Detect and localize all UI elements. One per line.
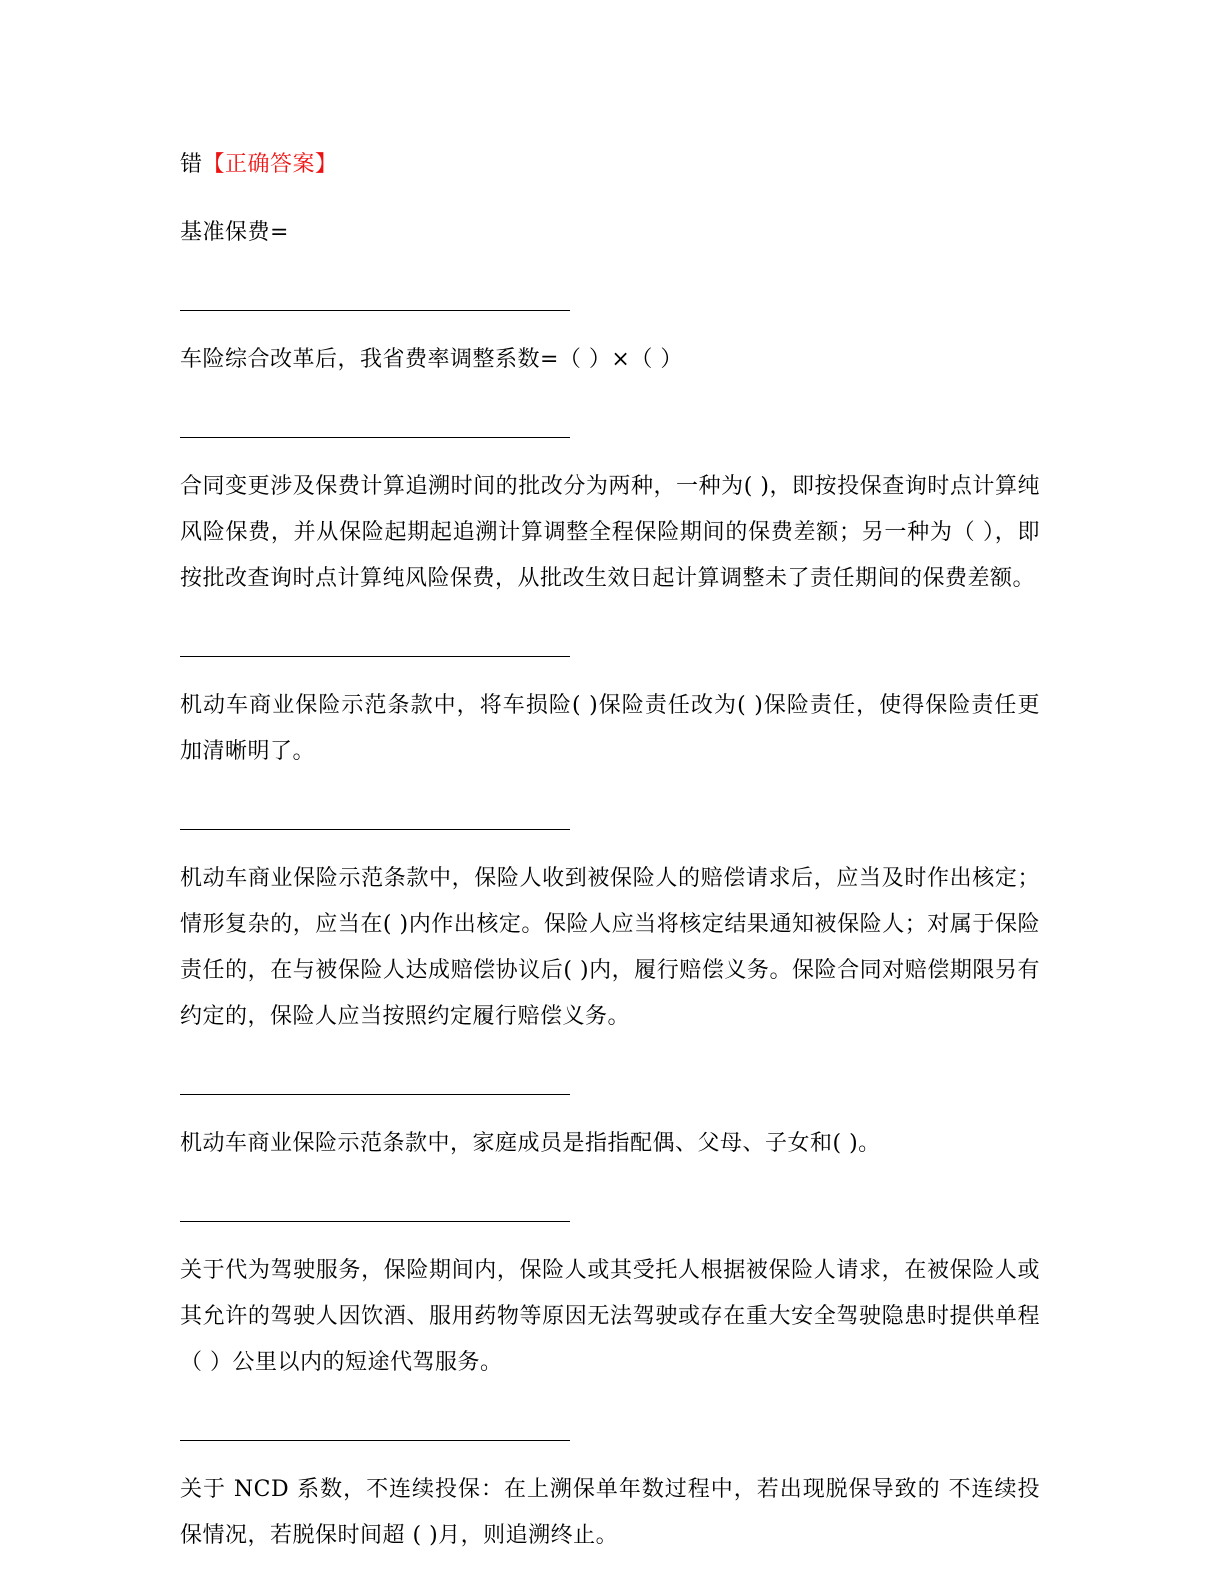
answer-header [180, 142, 1040, 188]
question-text: 关于 NCD 系数，不连续投保：在上溯保单年数过程中，若出现脱保导致的 不连续投保情况，若脱保时间超 ( )月，则追溯终止。 [180, 1477, 1040, 1548]
question-text: 关于代为驾驶服务，保险期间内，保险人或其受托人根据被保险人请求，在被保险人或其允许的驾驶人因饮酒、服用药物等原因无法驾驶或存在重大安全驾驶隐患时提供单程（ ）公里以内的短途代驾服务。 [180, 1258, 1040, 1375]
question-text: 机动车商业保险示范条款中，家庭成员是指指配偶、父母、子女和( )。 [180, 1131, 881, 1156]
answer-blank-line [180, 656, 570, 657]
question-text: 车险综合改革后，我省费率调整系数=（ ）×（ ） [180, 347, 683, 372]
question-text: 机动车商业保险示范条款中，将车损险( )保险责任改为( )保险责任，使得保险责任更加清晰明了。 [180, 693, 1040, 764]
answer-blank-line [180, 1094, 570, 1095]
answer-blank-line [180, 1221, 570, 1222]
correct-answer-tag: 【正确答案】 [202, 152, 338, 177]
answer-blank-line [180, 1440, 570, 1441]
question-text: 机动车商业保险示范条款中，保险人收到被保险人的赔偿请求后，应当及时作出核定；情形复杂的，应当在( )内作出核定。保险人应当将核定结果通知被保险人；对属于保险责任的，在与被保险人达成赔偿协议后( )内，履行赔偿义务。保险合同对赔偿期限另有约定的，保险人应当按照约定履行赔偿义务。 [180, 866, 1040, 1029]
answer-blank-line [180, 310, 570, 311]
question-text: 基准保费= [180, 220, 289, 245]
answer-prefix: 错 [180, 152, 203, 177]
answer-blank-line [180, 829, 570, 830]
question-text: 合同变更涉及保费计算追溯时间的批改分为两种，一种为( )，即按投保查询时点计算纯风险保费，并从保险起期起追溯计算调整全程保险期间的保费差额；另一种为（ ），即按批改查询时点计算纯风险保费，从批改生效日起计算调整未了责任期间的保费差额。 [180, 474, 1040, 591]
document-page [180, 142, 1040, 1559]
answer-blank-line [180, 437, 570, 438]
